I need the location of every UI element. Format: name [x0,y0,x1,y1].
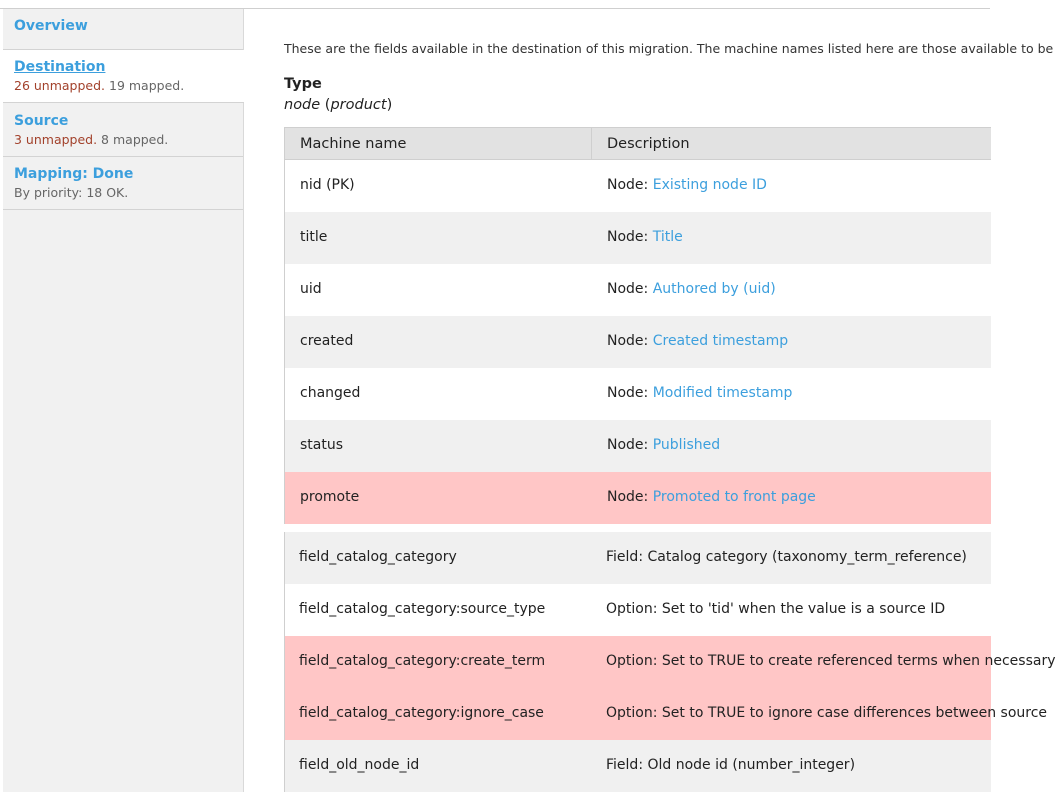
unmapped-count: 26 unmapped. [14,78,106,93]
field-doc-link[interactable]: Promoted to front page [652,489,816,505]
table-row [285,584,991,636]
type-heading: Type [284,76,322,92]
machine-name: field_old_node_id [299,757,420,773]
tab-overview[interactable] [3,9,243,50]
field-doc-link[interactable]: Published [652,437,721,453]
description: Field: Old node id (number_integer) [606,757,856,773]
column-header-machine-name: Machine name [300,136,407,152]
tab-mapping-summary: By priority: 18 OK. [14,185,129,200]
table-row-unmapped [285,688,1048,740]
machine-name: changed [300,385,361,401]
entity-type: node [284,97,321,113]
table-row [285,316,991,368]
description: Field: Catalog category (taxonomy_term_reference) [606,549,967,565]
type-value [284,97,392,113]
table-header [285,127,991,160]
description [607,437,720,453]
tab-source[interactable] [3,103,243,157]
description [607,281,776,297]
tab-overview-label[interactable]: Overview [14,18,88,34]
table-row [285,532,991,584]
description-prefix: Node: [607,177,653,193]
description-prefix: Node: [607,437,653,453]
description: Option: Set to 'tid' when the value is a source ID [606,601,946,617]
machine-name: title [300,229,328,245]
machine-name: field_catalog_category [299,549,457,565]
tab-destination-summary [14,78,244,94]
description [607,177,767,193]
machine-name: nid (PK) [300,177,355,193]
table-row [285,264,991,316]
field-doc-link[interactable]: Created timestamp [652,333,789,349]
node-fields-table [284,127,991,524]
tab-source-label[interactable]: Source [14,113,69,129]
description-prefix: Node: [607,229,653,245]
table-row [285,740,991,792]
table-row [285,420,991,472]
description-prefix: Node: [607,333,653,349]
machine-name: promote [300,489,360,505]
description-prefix: Node: [607,281,653,297]
custom-fields-table [284,532,1056,792]
description: Option: Set to TRUE to ignore case differences between source [606,705,1048,721]
field-doc-link[interactable]: Authored by (uid) [652,281,776,297]
machine-name: created [300,333,354,349]
machine-name: status [300,437,344,453]
machine-name: field_catalog_category:create_term [299,653,546,669]
tab-source-summary [14,132,243,148]
table-row [285,212,991,264]
description: Option: Set to TRUE to create referenced terms when necessary [606,653,1056,669]
description [607,385,792,401]
paren-open: ( [320,97,331,113]
field-doc-link[interactable]: Existing node ID [652,177,767,193]
paren-close: ) [386,97,393,113]
destination-panel [284,0,1056,792]
tab-destination-label[interactable]: Destination [14,59,106,75]
tab-mapping[interactable] [3,157,243,210]
unmapped-count: 3 unmapped. [14,132,98,147]
field-doc-link[interactable]: Title [652,229,683,245]
description [607,229,683,245]
description-prefix: Node: [607,385,653,401]
intro-text: These are the fields available in the destination of this migration. The machine names listed here are those available to be [284,41,1054,56]
column-divider [591,128,592,161]
column-header-description: Description [607,136,690,152]
machine-name: field_catalog_category:source_type [299,601,546,617]
mapped-count: 8 mapped. [97,132,169,147]
table-row-unmapped [285,636,1056,688]
bundle-name: product [330,97,387,113]
table-row [285,160,991,212]
description [607,489,816,505]
field-doc-link[interactable]: Modified timestamp [652,385,793,401]
machine-name: field_catalog_category:ignore_case [299,705,544,721]
description [607,333,788,349]
vertical-tabs [3,9,244,792]
description-prefix: Node: [607,489,653,505]
table-row-unmapped [285,472,991,524]
mapped-count: 19 mapped. [105,78,185,93]
table-row [285,368,991,420]
machine-name: uid [300,281,322,297]
tab-destination[interactable] [3,50,244,103]
tab-mapping-label[interactable]: Mapping: Done [14,166,134,182]
